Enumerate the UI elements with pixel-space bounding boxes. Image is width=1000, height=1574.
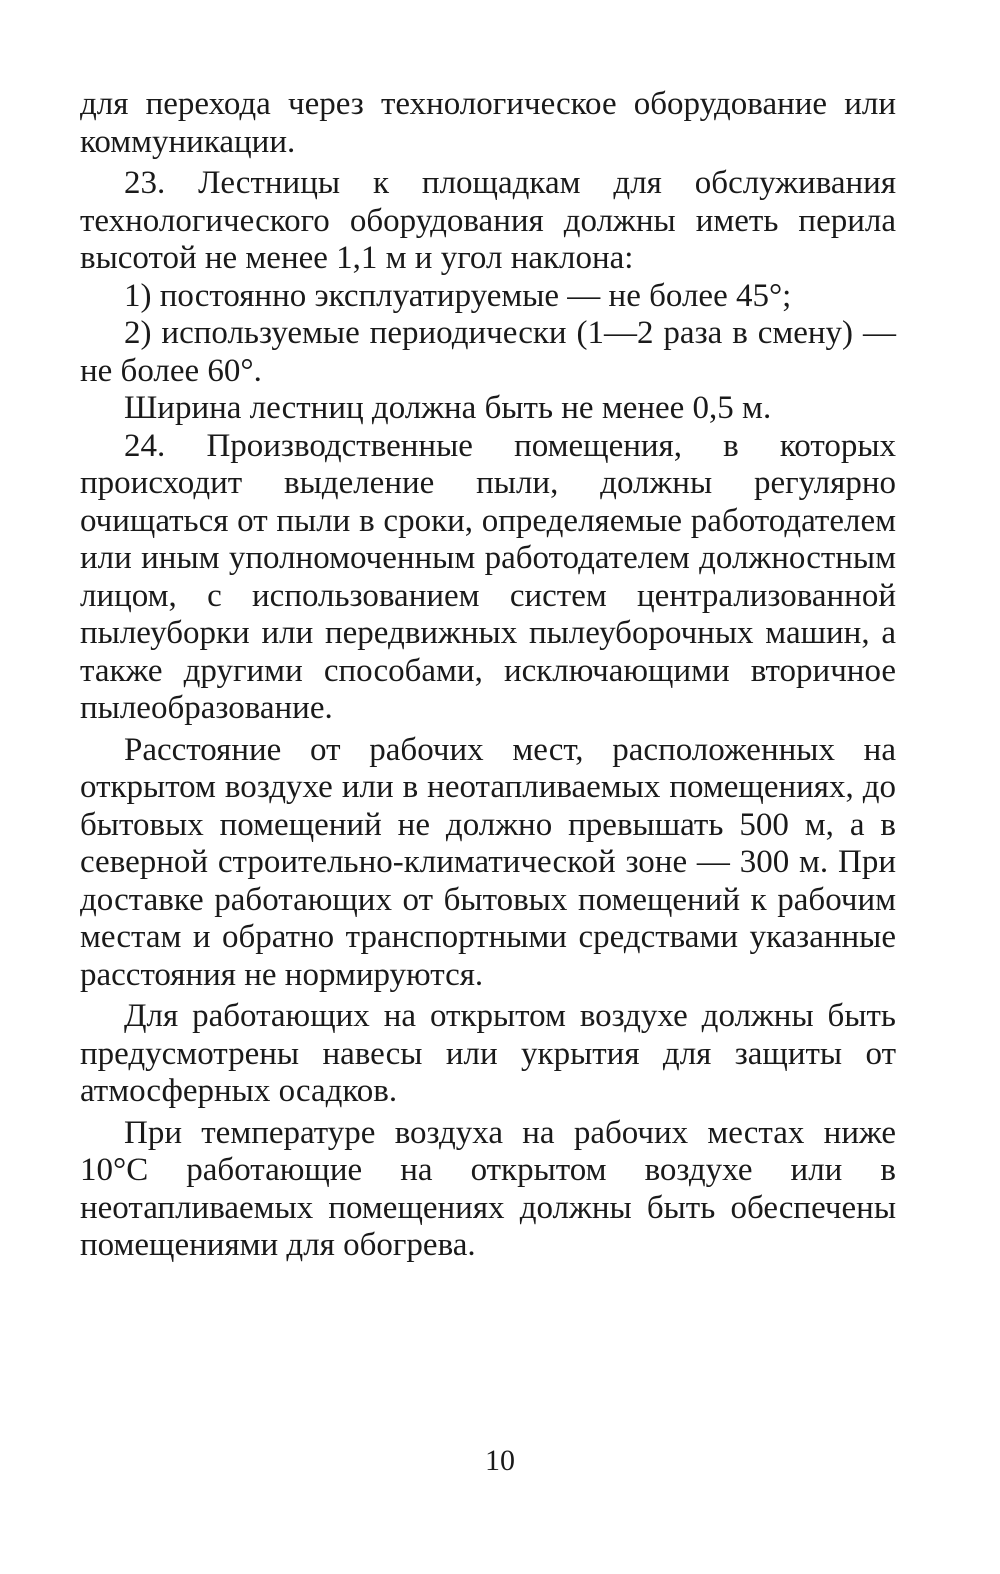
list-item-2: 2) используемые периодически (1—2 раза в смену) — не более 60°. — [80, 315, 896, 389]
paragraph-stair-width: Ширина лестниц должна быть не менее 0,5 м. — [124, 390, 772, 426]
list-item-1: 1) постоянно эксплуатируемые — не более 45°; — [124, 277, 792, 314]
paragraph-item-24: 24. Производственные помещения, в которых происходит выделение пыли, должны регулярно очищаться от пыли в сроки, определяемые работодателем или иным уполномоченным работодателем должностным лицом, с использованием систем централизованной пылеуборки или передвижных пылеуборочных машин, а также другими способами, исключающими вторичное пылеобразование. — [80, 427, 896, 726]
paragraph-item-23: 23. Лестницы к площадкам для обслуживания технологического оборудования должны иметь перила высотой не менее 1,1 м и угол наклона: — [80, 165, 896, 276]
paragraph-distance: Расстояние от рабочих мест, расположенных на открытом воздухе или в неотапливаемых помещениях, до бытовых помещений не должно превышать 500 м, а в северной строительно-климатической зоне — 300 м. При доставке работающих от бытовых помещений к рабочим местам и обратно транспортными средствами указанные расстояния не нормируются. — [80, 731, 896, 993]
page-number: 10 — [485, 1444, 515, 1477]
paragraph-heating: При температуре воздуха на рабочих местах ниже 10°С работающие на открытом воздухе или в неотапливаемых помещениях должны быть обеспечены помещениями для обогрева. — [80, 1114, 896, 1263]
paragraph-continuation: для перехода через технологическое оборудование или коммуникации. — [80, 86, 896, 160]
paragraph-shelters: Для работающих на открытом воздухе должны быть предусмотрены навесы или укрытия для защиты от атмосферных осадков. — [80, 998, 896, 1109]
page-body — [80, 86, 896, 1265]
